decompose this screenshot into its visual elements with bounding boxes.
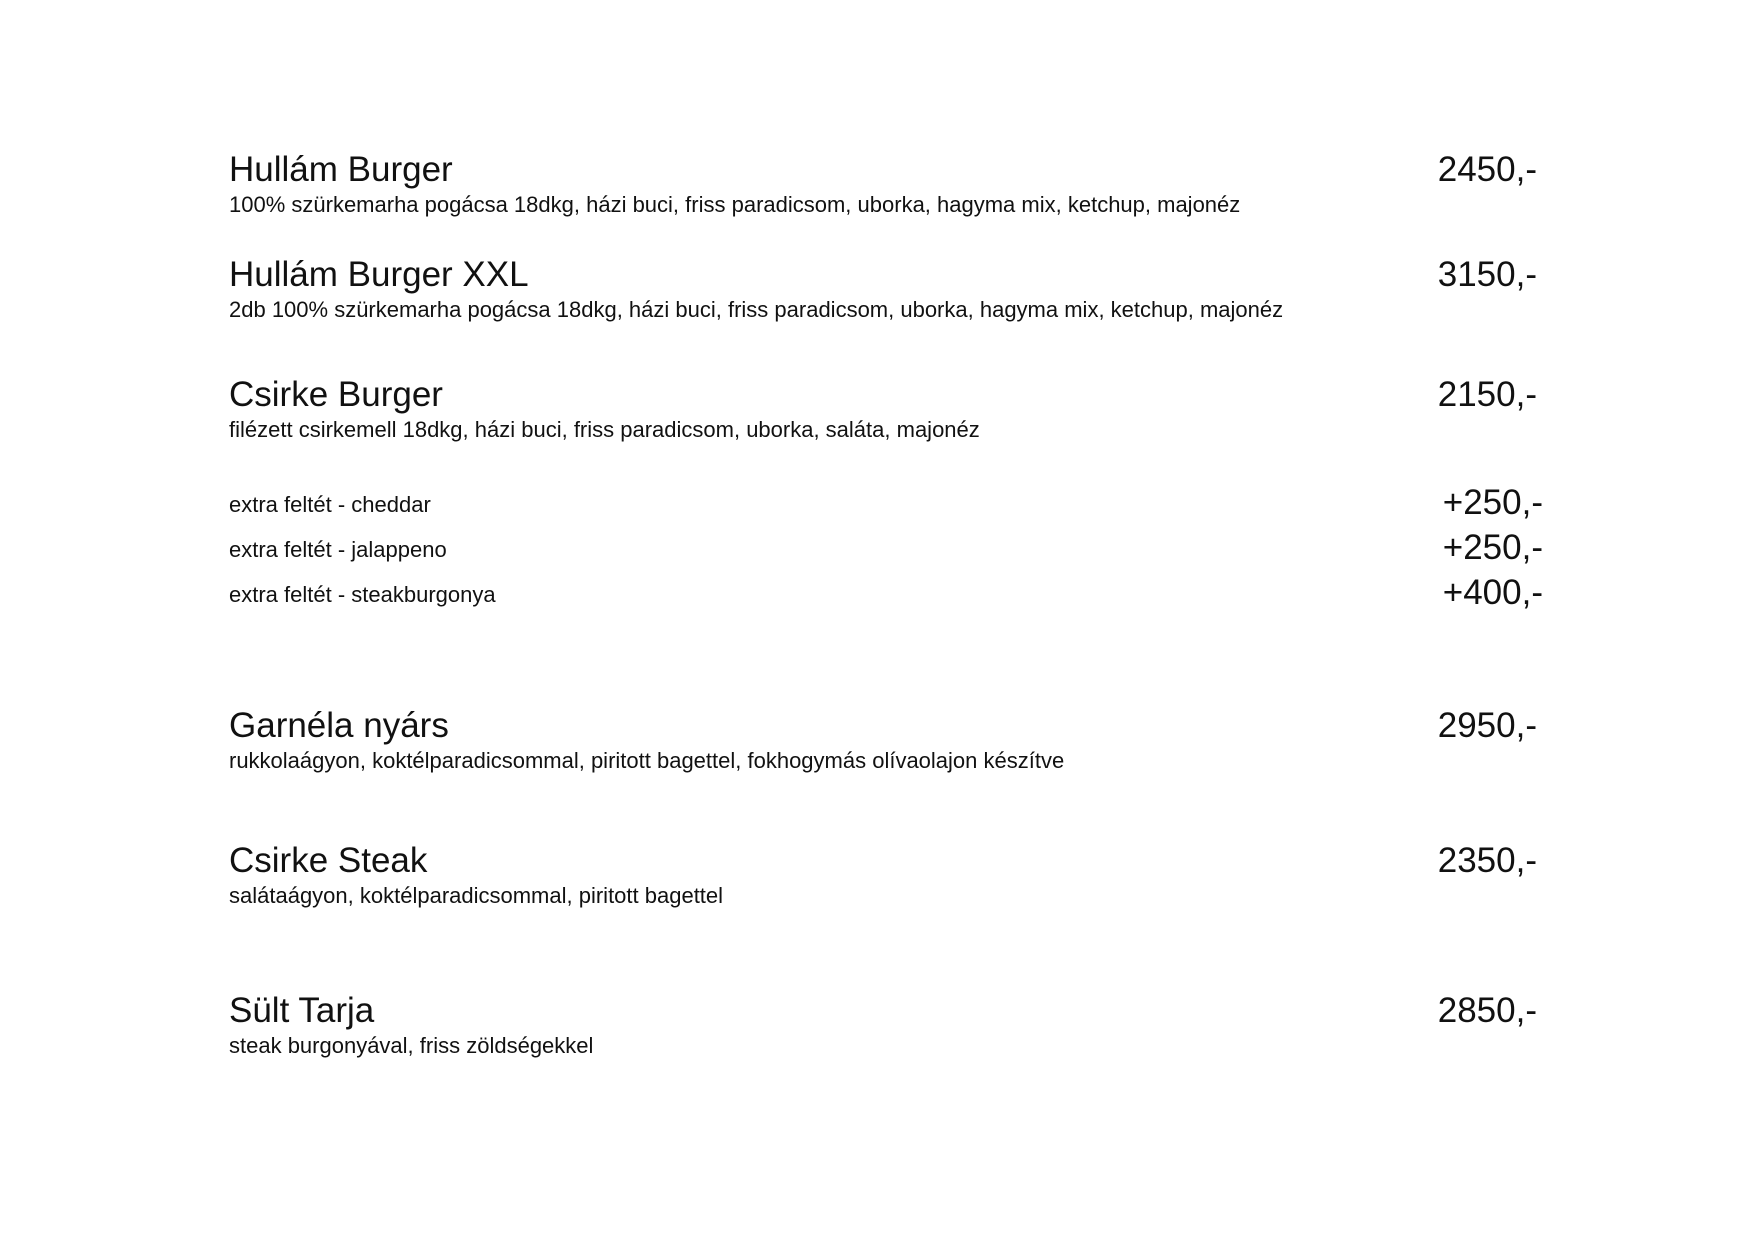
menu-item-description: 100% szürkemarha pogácsa 18dkg, házi buci, friss paradicsom, uborka, hagyma mix, ketchup, majonéz bbox=[229, 192, 1241, 217]
menu-item-price: 2450,- bbox=[1437, 150, 1537, 189]
extra-topping-price: +400,- bbox=[1442, 573, 1543, 612]
menu-item-name: Hullám Burger XXL bbox=[229, 255, 529, 294]
menu-item-description: filézett csirkemell 18dkg, házi buci, friss paradicsom, uborka, saláta, majonéz bbox=[229, 417, 980, 442]
extra-topping-price: +250,- bbox=[1442, 528, 1543, 567]
menu-item-description: salátaágyon, koktélparadicsommal, piritott bagettel bbox=[229, 883, 724, 908]
extra-topping-label: extra feltét - jalappeno bbox=[229, 537, 447, 562]
menu-item-name: Csirke Steak bbox=[229, 841, 428, 880]
extra-topping-label: extra feltét - cheddar bbox=[229, 492, 431, 517]
extra-topping-price: +250,- bbox=[1442, 483, 1543, 522]
menu-item-price: 2850,- bbox=[1437, 991, 1537, 1030]
menu-item-name: Garnéla nyárs bbox=[229, 706, 449, 745]
menu-item-price: 3150,- bbox=[1437, 255, 1537, 294]
menu-item-price: 2150,- bbox=[1437, 375, 1537, 414]
menu-item-name: Sült Tarja bbox=[229, 991, 375, 1030]
extra-topping-label: extra feltét - steakburgonya bbox=[229, 582, 496, 607]
menu-item-description: rukkolaágyon, koktélparadicsommal, piritott bagettel, fokhogymás olívaolajon készítve bbox=[229, 748, 1065, 773]
menu-item-price: 2350,- bbox=[1437, 841, 1537, 880]
menu-item-name: Csirke Burger bbox=[229, 375, 443, 414]
menu-item-name: Hullám Burger bbox=[229, 150, 453, 189]
menu-item-description: 2db 100% szürkemarha pogácsa 18dkg, házi buci, friss paradicsom, uborka, hagyma mix, ketchup, majonéz bbox=[229, 297, 1284, 322]
menu-item-description: steak burgonyával, friss zöldségekkel bbox=[229, 1033, 594, 1058]
menu-item-price: 2950,- bbox=[1437, 706, 1537, 745]
